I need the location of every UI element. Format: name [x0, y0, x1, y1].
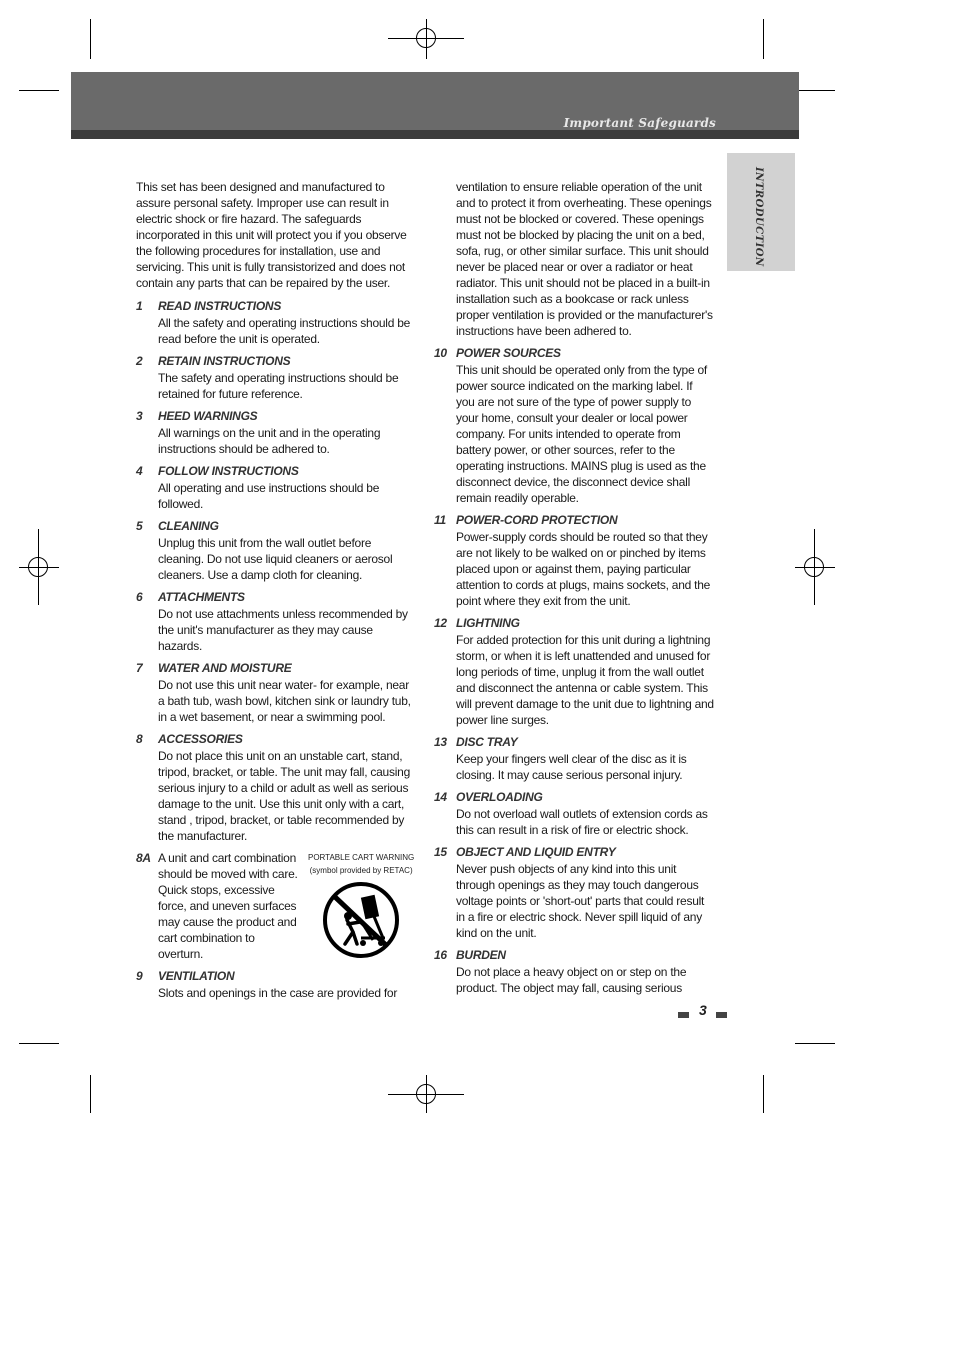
figure-caption: PORTABLE CART WARNING: [307, 853, 415, 862]
item-number: 7: [136, 661, 143, 675]
safeguard-item-8a: [136, 850, 418, 962]
item-number: 2: [136, 354, 143, 368]
item-number: 12: [434, 616, 447, 630]
intro-paragraph: This set has been designed and manufactured to assure personal safety. Improper use can result in electric shock or fire hazard. The safeguards incorporated in this unit will protect you if you observe the following procedures for installation, use and servicing. This unit is fully transistorized and does not contain any parts that can be repaired by the user.: [136, 180, 407, 290]
item-title: RETAIN INSTRUCTIONS: [158, 354, 291, 368]
section-tab-label: INTRODUCTION: [753, 167, 764, 267]
item-body: Keep your fingers well clear of the disc as it is closing. It may cause serious personal injury.: [456, 752, 687, 782]
item-body: All operating and use instructions should be followed.: [158, 481, 380, 511]
item-title: POWER-CORD PROTECTION: [456, 513, 618, 527]
item-body: Do not use this unit near water- for example, near a bath tub, wash bowl, kitchen sink or laundry tub, in a wet basement, or near a swimming pool.: [158, 678, 411, 724]
item-title: WATER AND MOISTURE: [158, 661, 292, 675]
safeguard-item-9: [136, 968, 418, 1001]
item-body: Do not place this unit on an unstable cart, stand, tripod, bracket, or table. The unit may fall, causing serious injury to a child or adult as well as serious damage to the unit. Use this unit only with a cart, stand , tripod, bracket, or table recommended by the manufacturer.: [158, 749, 410, 843]
registration-mark-bottom: [416, 1084, 436, 1104]
item-number: 6: [136, 590, 143, 604]
item-number: 1: [136, 299, 143, 313]
item-title: OBJECT AND LIQUID ENTRY: [456, 845, 616, 859]
item-number: 11: [434, 513, 446, 527]
page-title: Important Safeguards: [563, 116, 716, 130]
item-title: DISC TRAY: [456, 735, 518, 749]
safeguard-item: [136, 408, 418, 457]
item-body: Do not use attachments unless recommended by the unit's manufacturer as they may cause hazards.: [158, 607, 408, 653]
safeguard-item: [136, 660, 418, 725]
page-number-marker: [716, 1012, 727, 1018]
safeguard-item: [434, 512, 714, 609]
safeguard-item: [434, 844, 714, 941]
figure-caption: (symbol provided by RETAC): [309, 866, 413, 875]
item-number: 16: [434, 948, 447, 962]
crop-mark: [19, 90, 59, 91]
safeguard-item: [136, 298, 418, 347]
item-body: Unplug this unit from the wall outlet before cleaning. Do not use liquid cleaners or aerosol cleaners. Use a damp cloth for cleaning.: [158, 536, 393, 582]
item-body: Do not overload wall outlets of extension cords as this can result in a risk of fire or electric shock.: [456, 807, 708, 837]
item-number: 8A: [136, 851, 151, 865]
item-number: 5: [136, 519, 143, 533]
safeguard-item: [136, 463, 418, 512]
item-body: All the safety and operating instructions should be read before the unit is operated.: [158, 316, 411, 346]
item-title: OVERLOADING: [456, 790, 543, 804]
crop-mark: [763, 19, 764, 59]
item-number: 4: [136, 464, 143, 478]
crop-mark: [795, 1043, 835, 1044]
cart-warning-figure: [304, 850, 418, 962]
item-body: The safety and operating instructions should be retained for future reference.: [158, 371, 399, 401]
crop-mark: [763, 1075, 764, 1113]
item-body: For added protection for this unit during a lightning storm, or when it is left unattended and unused for long periods of time, unplug it from the wall outlet and disconnect the antenna or cable system. This will prevent damage to the unit due to lightning and power line surges.: [456, 633, 714, 727]
item-title: LIGHTNING: [456, 616, 520, 630]
item-title: FOLLOW INSTRUCTIONS: [158, 464, 299, 478]
item-body: Do not place a heavy object on or step on the product. The object may fall, causing serious: [456, 965, 687, 995]
item-title: CLEANING: [158, 519, 219, 533]
section-tab: [727, 153, 795, 271]
item-number: 10: [434, 346, 447, 360]
portable-cart-warning-icon: [323, 882, 399, 958]
safeguard-list-right: [434, 345, 714, 996]
safeguard-item: [136, 518, 418, 583]
safeguard-list-left: [136, 298, 418, 844]
safeguard-item: [434, 734, 714, 783]
item-number: 9: [136, 969, 143, 983]
item-body: This unit should be operated only from the type of power source indicated on the marking label. If you are not sure of the type of power supply to your home, consult your dealer or local power company. For units intended to operate from battery power, or other sources, refer to the operating instructions. MAINS plug is used as the disconnect device, the disconnect device shall remain readily operable.: [456, 363, 707, 505]
item-title: VENTILATION: [158, 969, 235, 983]
crop-mark: [795, 90, 835, 91]
crop-mark: [19, 1043, 59, 1044]
item-number: 15: [434, 845, 447, 859]
item-body: Never push objects of any kind into this unit through openings as they may touch dangerous voltage points or 'short-out' parts that could result in a fire or electric shock. Never spill liquid of any kind on the unit.: [456, 862, 705, 940]
safeguard-item: [136, 731, 418, 844]
registration-mark-right: [804, 557, 824, 577]
page-number-marker: [678, 1012, 689, 1018]
item-body: All warnings on the unit and in the operating instructions should be adhered to.: [158, 426, 381, 456]
crop-mark: [90, 19, 91, 59]
crop-mark: [90, 1075, 91, 1113]
right-column: [434, 179, 714, 1002]
safeguard-item: [434, 345, 714, 506]
item-title: HEED WARNINGS: [158, 409, 258, 423]
item-body: Power-supply cords should be routed so that they are not likely to be walked on or pinched by items placed upon or against them, paying particular attention to cords at plugs, mains sockets, and the point where they exit from the unit.: [456, 530, 711, 608]
left-column: [136, 179, 418, 1007]
item-body: Slots and openings in the case are provided for: [158, 986, 398, 1000]
item-body: A unit and cart combination should be moved with care. Quick stops, excessive force, and uneven surfaces may cause the product and cart combination to overturn.: [158, 851, 298, 961]
safeguard-item: [434, 947, 714, 996]
item-number: 3: [136, 409, 143, 423]
safeguard-item: [136, 353, 418, 402]
page-number: 3: [699, 1002, 707, 1018]
safeguard-item: [434, 789, 714, 838]
item-title: READ INSTRUCTIONS: [158, 299, 282, 313]
header-strip: [71, 130, 799, 139]
item-title: ATTACHMENTS: [158, 590, 245, 604]
item-number: 8: [136, 732, 143, 746]
item-title: BURDEN: [456, 948, 506, 962]
item-title: POWER SOURCES: [456, 346, 561, 360]
safeguard-item: [136, 589, 418, 654]
item-number: 13: [434, 735, 447, 749]
registration-mark-left: [28, 557, 48, 577]
registration-mark-top: [416, 28, 436, 48]
ventilation-continuation: ventilation to ensure reliable operation of the unit and to protect it from overheating. These openings must not be blocked or covered. These openings must not be blocked by placing the unit on a bed, sofa, rug, or other similar surface. This unit should never be placed near or over a radiator or heat radiator. This unit should not be placed in a built-in installation such as a bookcase or rack unless proper ventilation is provided or the manufacturer's instructions have been adhered to.: [456, 180, 713, 338]
item-number: 14: [434, 790, 447, 804]
item-title: ACCESSORIES: [158, 732, 243, 746]
safeguard-item: [434, 615, 714, 728]
